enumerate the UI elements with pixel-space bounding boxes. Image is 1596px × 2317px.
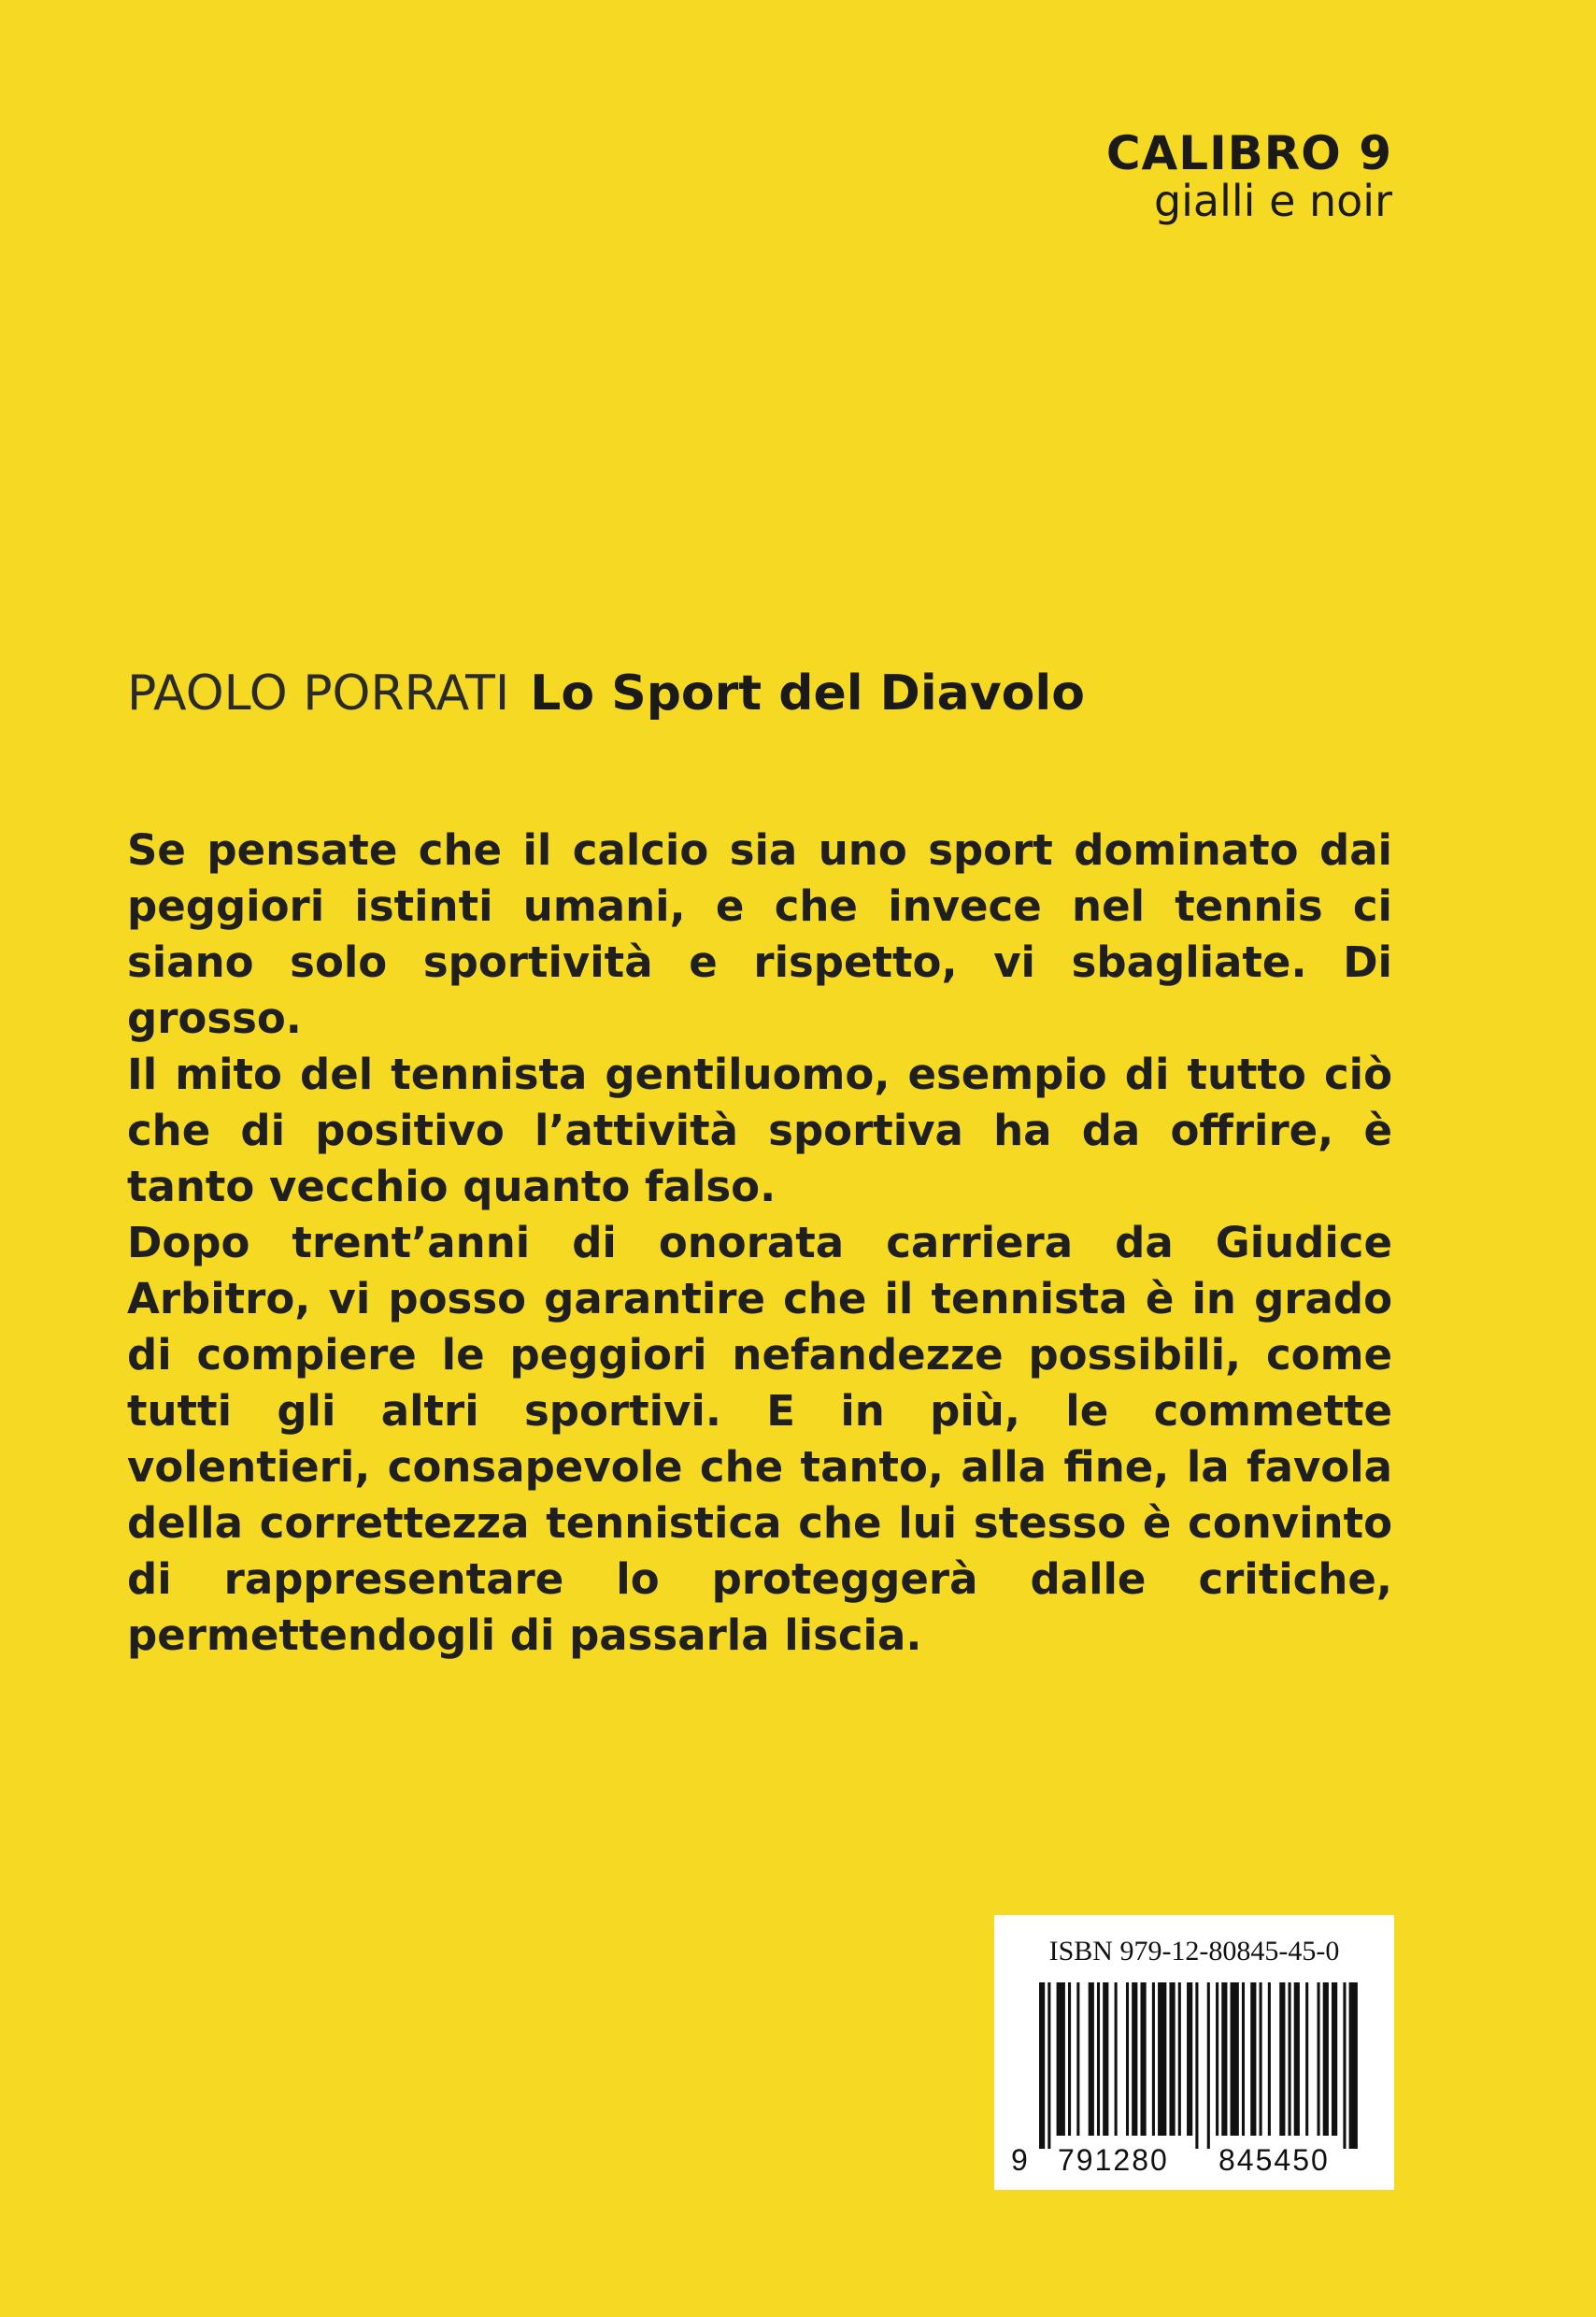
barcode-bar: [1279, 1982, 1285, 2136]
barcode-bar: [1216, 1982, 1218, 2136]
barcode-bar: [1231, 1982, 1239, 2136]
barcode-bar: [1097, 1982, 1100, 2136]
blurb-paragraph: Dopo trent’anni di onorata carriera da Giudice Arbitro, vi posso garantire che il tennista è in grado di compiere le peggiori nefandezze possibili, come tutti gli altri sportivi. E in più, le commette volentieri, consapevole che tanto, alla fine, la favola della correttezza tennistica che lui stesso è convinto di rappresentare lo proteggerà dalle critiche, permettendogli di passarla liscia.: [127, 1218, 1392, 1660]
barcode-bar: [1039, 1982, 1045, 2149]
barcode-bar: [1343, 1982, 1346, 2149]
barcode-bar: [1068, 1982, 1071, 2136]
isbn-label: ISBN 979-12-80845-45-0: [1048, 1936, 1340, 1967]
barcode-bar: [1305, 1982, 1308, 2136]
barcode-digits-right: 845450: [1218, 2143, 1330, 2177]
publisher-series: gialli e noir: [1153, 176, 1392, 226]
publisher-logo: [1105, 126, 1392, 226]
barcode-bar: [1289, 1982, 1291, 2136]
barcode-bar: [1242, 1982, 1245, 2136]
book-title: Lo Sport del Diavolo: [530, 665, 1085, 722]
barcode-bar: [1089, 1982, 1094, 2136]
barcode-bar: [1076, 1982, 1079, 2136]
barcode-bar: [1178, 1982, 1181, 2136]
barcode-bar: [1187, 1982, 1192, 2136]
barcode-bar: [1126, 1982, 1129, 2136]
barcode-bar: [1169, 1982, 1175, 2136]
barcode-bar: [1195, 1982, 1198, 2149]
book-heading: [127, 665, 1085, 722]
barcode-bar: [1323, 1982, 1329, 2136]
barcode-bar: [1115, 1982, 1118, 2136]
barcode-digits: [1011, 2141, 1385, 2179]
barcode-bar: [1349, 1982, 1358, 2149]
barcode-image: [1039, 1982, 1361, 2149]
barcode-bar: [1318, 1982, 1320, 2136]
barcode-bar: [1152, 1982, 1155, 2136]
back-cover-blurb: [127, 822, 1392, 1664]
blurb-paragraph: Se pensate che il calcio sia uno sport dominato dai peggiori istinti umani, e che invece nel tennis ci siano solo sportività e rispetto, vi sbagliate. Di grosso.: [127, 825, 1392, 1043]
barcode-digit-first: 9: [1011, 2143, 1028, 2177]
barcode-digits-left: 791280: [1058, 2143, 1169, 2177]
barcode-bar: [1268, 1982, 1271, 2136]
barcode-bar: [1103, 1982, 1108, 2136]
barcode-bar: [1132, 1982, 1137, 2136]
barcode-bar: [1250, 1982, 1256, 2136]
barcode-bar: [1207, 1982, 1210, 2149]
barcode-bar: [1158, 1982, 1166, 2136]
isbn-barcode-box: [994, 1915, 1394, 2190]
barcode-bar: [1294, 1982, 1300, 2136]
publisher-name: CALIBRO 9: [1105, 126, 1392, 180]
barcode-bar: [1332, 1982, 1337, 2136]
author-name: PAOLO PORRATI: [127, 665, 510, 722]
blurb-paragraph: Il mito del tennista gentiluomo, esempio di tutto ciò che di positivo l’attività sportiva ha da offrire, è tanto vecchio quanto falso.: [127, 1050, 1392, 1211]
barcode-bar: [1260, 1982, 1262, 2136]
barcode-bar: [1221, 1982, 1227, 2136]
barcode-bar: [1047, 1982, 1050, 2149]
barcode-bar: [1057, 1982, 1065, 2136]
barcode-bar: [1140, 1982, 1146, 2136]
